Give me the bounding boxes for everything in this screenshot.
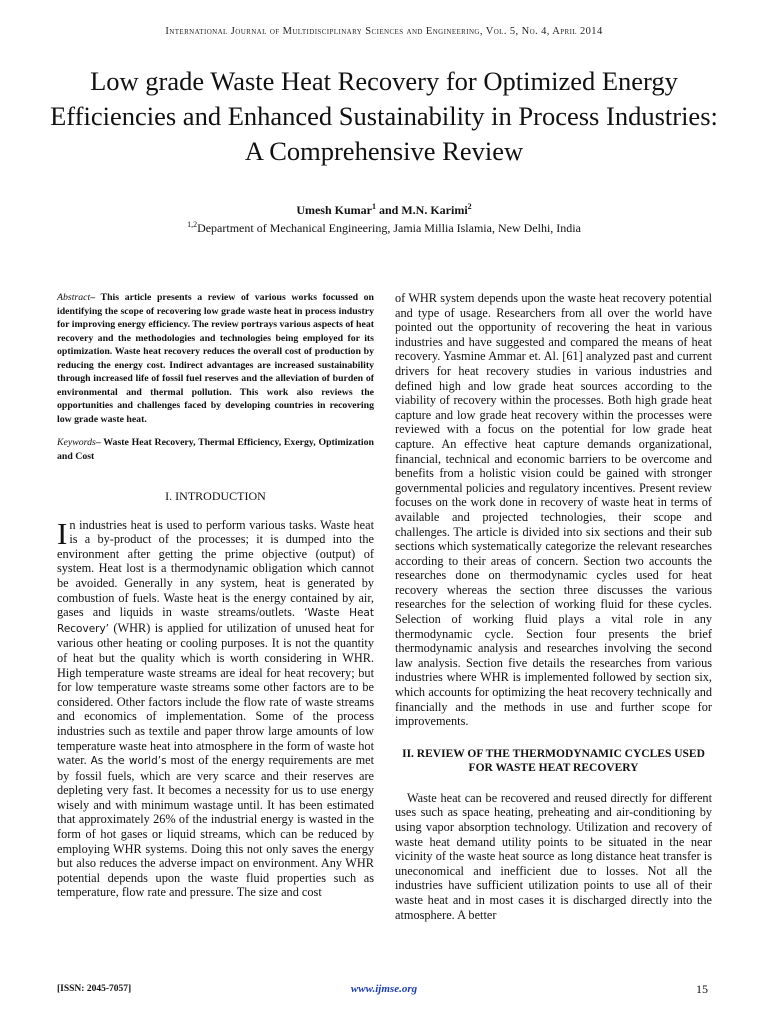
section-heading-introduction: I. INTRODUCTION [165,489,266,503]
intro-text-e: most of the energy requirements are met by fossil fuels, which are very scarce and their reserves are depleting very fast. It becomes a necessity for us to use energy wisely and with minimum wastage until. It has been estimated that approximately 26% of the industrial energy is wasted in the form of hot gases or liquid streams, which can be reduced by employing WHR systems. Doing this not only saves the energy but also reduces the adverse impact on environment. Any WHR potential depends upon the waste fluid properties such as temperature, flow rate and pressure. The size and cost [57,753,375,900]
intro-text-worlds: As the world’s [90,755,167,768]
affiliation [0,220,768,236]
abstract-label: Abstract [57,292,91,303]
keywords-text: – Waste Heat Recovery, Thermal Efficiency, Exergy, Optimization and Cost [57,437,374,462]
footer-url-link[interactable]: www.ijmse.org [350,983,418,995]
page-number: 15 [696,982,708,996]
drop-cap: I [57,515,68,551]
intro-text-whr-term: ‘Waste Heat Recovery’ [57,607,374,635]
author-1-sup: 1 [371,202,376,211]
footer-issn: [ISSN: 2045-7057] [57,984,132,994]
paper-title: Low grade Waste Heat Recovery for Optimized Energy Efficiencies and Enhanced Sustainability in Process Industries: A Comprehensive Review [50,66,718,166]
authors [0,202,768,218]
affiliation-text: Department of Mechanical Engineering, Jamia Millia Islamia, New Delhi, India [197,221,581,235]
section2-paragraph: Waste heat can be recovered and reused directly for different uses such as space heating, preheating and air-conditioning by using vapor absorption technology. Utilization and recovery of waste heat demand utility points to be situated in the near vicinity of the waste heat source as long distance heat transfer is uneconomical and inefficient due to losses. Not all the industries have sufficient utilization points to use all of their waste heat and in most cases it is discharged directly into the atmosphere. A better [395,790,712,922]
author-2-sup: 2 [467,202,472,211]
intro-text-a: n industries heat is used to perform various tasks. Waste heat is a by-product of the processes; it is dumped into the environment after getting the prime objective (output) of system. Heat lost is a thermodynamic obligation which cannot be avoided. Generally in any system, heat is generated by combustion of fuels. Waste heat is the energy contained by air, gases and liquids in waste streams/outlets. [57,517,374,620]
left-column [57,291,374,900]
journal-header: International Journal of Multidisciplinary Sciences and Engineering, Vol. 5, No. 4, April 2014 [165,26,603,37]
keywords [57,436,374,463]
abstract [57,291,374,426]
section-heading-thermodynamic-cycles: II. REVIEW OF THE THERMODYNAMIC CYCLES USED FOR WASTE HEAT RECOVERY [402,747,705,774]
author-1: Umesh Kumar [296,203,372,217]
intro-continuation: of WHR system depends upon the waste heat recovery potential and type of usage. Researchers from all over the world have pointed out the opportunity of recovering the heat in various industries and have suggested and compared the means of heat recovery. Yasmine Ammar et. Al. [61] analyzed past and current drivers for heat recovery studies in various industries and defined high and low grade heat sources according to the viability of recovery within the processes. Both high grade heat capture and low grade heat recovery within the processes were reviewed with a focus on the potential for low grade heat capture. An effective heat capture demands organizational, financial, technical and economic barriers to be overcome and benefits from a holistic vision could be gained with stronger governmental policies and regulatory incentives. Present review focuses on the work done in recovery of waste heat in terms of available and projected technologies, their scope and challenges. The article is divided into six sections and their sub sections which systematically categorize the relevant researches according to their areas of concern. Section two accounts the researches done on thermodynamic cycles used for heat recovery whereas the section three discusses the various researches for the selection of working fluid for these cycles. Selection of working fluid plays a vital role in any thermodynamic cycle. Section four presents the brief thermodynamic analysis and researches involving the second law analysis. Section five details the researches from various industries where WHR is implemented followed by section six, which accounts for optimizing the heat recovery technically and financially and the methods in use and further scope for improvements. [395,291,712,729]
affiliation-sup: 1,2 [187,220,198,229]
intro-text-c: (WHR) is applied for utilization of unused heat for various other heating or cooling purposes. It is not the quantity of heat but the quality which is worth considering in WHR. High temperature waste streams are ideal for heat recovery; but for low temperature waste streams some other factors are to be considered. Other factors include the flow rate of waste streams and economics of implementation. Some of the process industries such as textile and paper throw large amounts of low temperature waste heat into atmosphere in the form of waste hot water. [57,620,374,768]
keywords-label: Keywords [57,437,96,448]
author-2: M.N. Karimi [401,203,468,217]
author-and: and [375,203,402,217]
intro-paragraph [57,515,375,900]
right-column [395,291,712,922]
abstract-text: – This article presents a review of various works focussed on identifying the scope of recovering low grade waste heat in process industry for improving energy efficiency. The review portrays various aspects of heat recovery and the methodologies and technologies being employed for its optimization. Waste heat recovery reduces the overall cost of production by reducing the energy cost. Indirect advantages are increased sustainability through increased life of fossil fuel reserves and the alleviation of burden of environmental and thermal pollution. This work also reviews the opportunities and challenges faced by developing countries in recovering low grade waste heat. [57,292,374,425]
